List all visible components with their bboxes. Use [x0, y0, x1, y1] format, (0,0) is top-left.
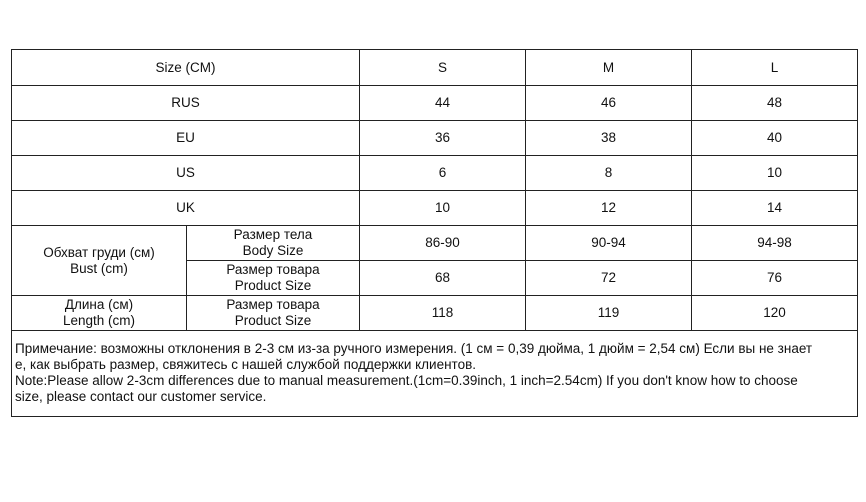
- cell-value: 94-98: [692, 226, 858, 261]
- body-size-label-ru: Размер тела: [233, 227, 313, 242]
- bust-label-en: Bust (cm): [70, 260, 128, 276]
- size-l-header: L: [692, 50, 858, 86]
- table-row-bust-body: [12, 226, 858, 261]
- note-line-ru-1: Примечание: возможны отклонения в 2-3 см из-за ручного измерения. (1 см = 0,39 дюйма, 1 дюйм = 2,54 см) Если вы не знает: [15, 341, 813, 356]
- note-cell: [12, 331, 858, 417]
- cell-value: 10: [360, 191, 526, 226]
- cell-value: 119: [526, 296, 692, 331]
- product-size-label-en: Product Size: [234, 278, 312, 293]
- row-label: RUS: [12, 86, 360, 121]
- body-size-label-en: Body Size: [242, 243, 304, 258]
- length-product-size-ru: Размер товара: [226, 297, 320, 312]
- cell-value: 76: [692, 261, 858, 296]
- cell-value: 120: [692, 296, 858, 331]
- table-row-us: [12, 156, 858, 191]
- length-label-en: Length (cm): [62, 313, 136, 328]
- row-label: UK: [12, 191, 360, 226]
- cell-value: 46: [526, 86, 692, 121]
- product-size-label-cell: [187, 261, 360, 296]
- bust-label-cell: [12, 226, 187, 296]
- cell-value: 38: [526, 121, 692, 156]
- table-row-eu: [12, 121, 858, 156]
- table-row-length: [12, 296, 858, 331]
- length-label-cell: [12, 296, 187, 331]
- cell-value: 8: [526, 156, 692, 191]
- length-label-ru: Длина (см): [64, 297, 134, 312]
- cell-value: 36: [360, 121, 526, 156]
- body-size-label-cell: [187, 226, 360, 261]
- size-s-header: S: [360, 50, 526, 86]
- size-header-cell: Size (CM): [12, 50, 360, 86]
- cell-value: 40: [692, 121, 858, 156]
- table-row-rus: [12, 86, 858, 121]
- note-line-en-2: size, please contact our customer service.: [15, 389, 267, 404]
- length-product-size-label-cell: [187, 296, 360, 331]
- cell-value: 86-90: [360, 226, 526, 261]
- header-row: [12, 50, 858, 86]
- cell-value: 68: [360, 261, 526, 296]
- table-row-uk: [12, 191, 858, 226]
- size-m-header: M: [526, 50, 692, 86]
- cell-value: 48: [692, 86, 858, 121]
- cell-value: 44: [360, 86, 526, 121]
- product-size-label-ru: Размер товара: [226, 262, 320, 277]
- cell-value: 6: [360, 156, 526, 191]
- cell-value: 72: [526, 261, 692, 296]
- row-label: US: [12, 156, 360, 191]
- length-product-size-en: Product Size: [234, 313, 312, 328]
- cell-value: 14: [692, 191, 858, 226]
- bust-label-ru: Обхват груди (см): [43, 244, 155, 260]
- cell-value: 90-94: [526, 226, 692, 261]
- cell-value: 12: [526, 191, 692, 226]
- row-label: EU: [12, 121, 360, 156]
- note-line-ru-2: е, как выбрать размер, свяжитесь с нашей службой поддержки клиентов.: [15, 357, 477, 372]
- size-chart-table: [11, 49, 858, 417]
- cell-value: 10: [692, 156, 858, 191]
- note-line-en-1: Note:Please allow 2-3cm differences due to manual measurement.(1cm=0.39inch, 1 inch=2.54cm) If you don't know how to choose: [15, 373, 798, 388]
- note-row: [12, 331, 858, 417]
- cell-value: 118: [360, 296, 526, 331]
